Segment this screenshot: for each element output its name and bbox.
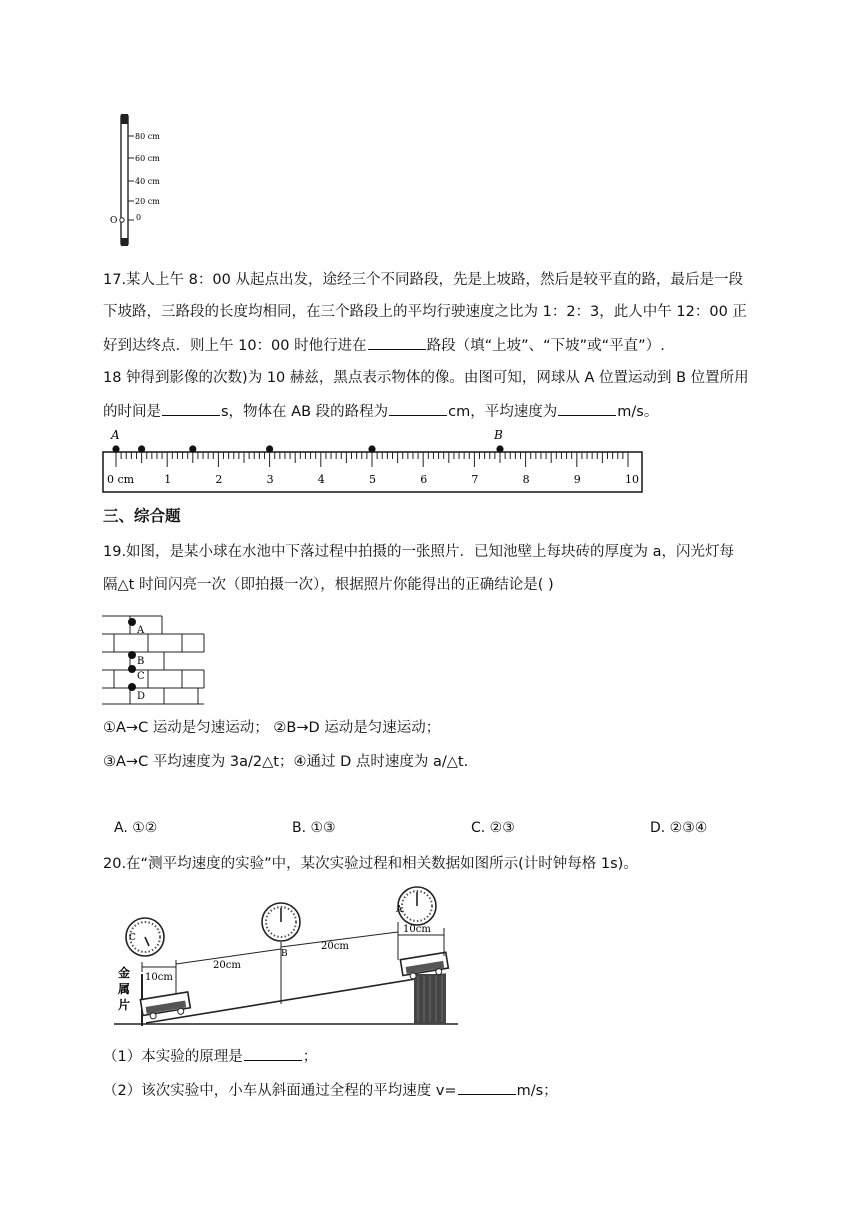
ruler-number: 9 xyxy=(573,473,581,486)
q18-text: m/s。 xyxy=(617,404,659,420)
dim-label: 20cm xyxy=(213,960,241,971)
q18-distance-blank[interactable] xyxy=(389,401,447,416)
q17-line2: 下坡路，三路段的长度均相同，在三个路段上的平均行驶速度之比为 1：2：3，此人中午 12：00 正 xyxy=(103,304,747,320)
scale-tick-label: 40 cm xyxy=(135,177,160,186)
clock-label-b: B xyxy=(281,949,288,959)
ruler-number: 7 xyxy=(471,473,479,486)
ruler-number: 2 xyxy=(215,473,223,486)
q17-line1: 17.某人上午 8：00 从起点出发，途经三个不同路段，先是上坡路，然后是较平直的路，最后是一段 xyxy=(103,272,743,288)
q20-sub2 xyxy=(103,1080,558,1101)
q18-text: s，物体在 AB 段的路程为 xyxy=(221,404,389,420)
q18-speed-blank[interactable] xyxy=(558,401,616,416)
brick-label-d: D xyxy=(137,691,146,702)
q20-principle-blank[interactable] xyxy=(244,1046,302,1061)
option-d[interactable]: D. ②③④ xyxy=(650,820,708,836)
q19-line1: 19.如图，是某小球在水池中下落过程中拍摄的一张照片．已知池壁上每块砖的厚度为 a，闪光灯每 xyxy=(103,544,735,560)
ruler-dot xyxy=(112,445,119,452)
scale-tick-label: 60 cm xyxy=(135,154,160,163)
q19-line2: 隔△t 时间闪亮一次（即拍摄一次），根据照片你能得出的正确结论是( ) xyxy=(103,577,554,593)
ruler-number: 4 xyxy=(317,473,325,486)
scale-tick-label: 80 cm xyxy=(135,132,160,141)
dim-label: 10cm xyxy=(403,924,431,935)
q20-text: m/s； xyxy=(516,1083,558,1099)
q18-text: cm，平均速度为 xyxy=(448,404,558,420)
ruler-dot xyxy=(368,445,375,452)
metal-plate-label: 片 xyxy=(118,998,131,1012)
scale-tick-label: 20 cm xyxy=(135,197,160,206)
ruler-figure xyxy=(100,428,648,496)
q20-line1: 20.在“测平均速度的实验”中，某次实验过程和相关数据如图所示(计时钟每格 1s)。 xyxy=(103,856,638,872)
q18-time-blank[interactable] xyxy=(162,401,220,416)
q17-line3 xyxy=(103,335,665,356)
ruler-dot xyxy=(266,445,273,452)
incline-experiment-figure xyxy=(106,880,464,1032)
q19-statement-1: ①A→C 运动是匀速运动； ②B→D 运动是匀速运动； xyxy=(103,720,441,736)
q17-text: 好到达终点．则上午 10：00 时他行进在 xyxy=(103,338,367,354)
option-a[interactable]: A. ①② xyxy=(114,820,158,836)
metal-plate-label: 属 xyxy=(118,982,131,996)
q20-speed-blank[interactable] xyxy=(458,1080,516,1095)
ruler-label-b: B xyxy=(494,428,503,442)
ruler-dot xyxy=(189,445,196,452)
scale-tick-label: 0 xyxy=(136,213,142,222)
q17-answer-blank[interactable] xyxy=(368,335,426,350)
q17-text: 路段（填“上坡”、“下坡”或“平直”）. xyxy=(426,338,665,354)
ruler-number: 10 xyxy=(625,473,639,486)
q18-line2 xyxy=(103,401,658,422)
ruler-number: 0 cm xyxy=(107,473,135,486)
ruler-number: 1 xyxy=(164,473,172,486)
q20-text: （2）该次实验中，小车从斜面通过全程的平均速度 v= xyxy=(103,1083,457,1099)
ruler-number: 3 xyxy=(266,473,274,486)
option-c[interactable]: C. ②③ xyxy=(471,820,515,836)
ruler-number: 5 xyxy=(369,473,376,486)
brick-label-a: A xyxy=(137,625,145,636)
q20-text: （1）本实验的原理是 xyxy=(103,1049,243,1065)
dim-label: 10cm xyxy=(145,972,173,983)
clock-label-c: C xyxy=(129,933,136,943)
ruler-number: 8 xyxy=(522,473,530,486)
brick-label-b: B xyxy=(137,656,145,667)
q20-sub1 xyxy=(103,1046,317,1067)
ruler-dot xyxy=(496,445,503,452)
scale-origin-label: O xyxy=(110,216,118,226)
clock-label-a: A xyxy=(396,905,403,915)
q18-line1: 18 钟得到影像的次数)为 10 赫兹，黑点表示物体的像。由图可知，网球从 A 位置运动到 B 位置所用 xyxy=(103,370,749,386)
option-b[interactable]: B. ①③ xyxy=(292,820,336,836)
q18-text: 的时间是 xyxy=(103,404,161,420)
vertical-scale-figure xyxy=(106,112,176,252)
dim-label: 20cm xyxy=(321,941,349,952)
metal-plate-label: 金 xyxy=(118,966,131,980)
ruler-dot xyxy=(138,445,145,452)
brick-label-c: C xyxy=(137,671,145,682)
ruler-label-a: A xyxy=(111,428,120,442)
q20-text: ； xyxy=(302,1049,318,1065)
section-heading: 三、综合题 xyxy=(103,507,181,525)
q19-statement-2: ③A→C 平均速度为 3a/2△t；④通过 D 点时速度为 a/△t. xyxy=(103,754,469,770)
brick-wall-figure xyxy=(102,606,210,706)
ruler-number: 6 xyxy=(420,473,428,486)
